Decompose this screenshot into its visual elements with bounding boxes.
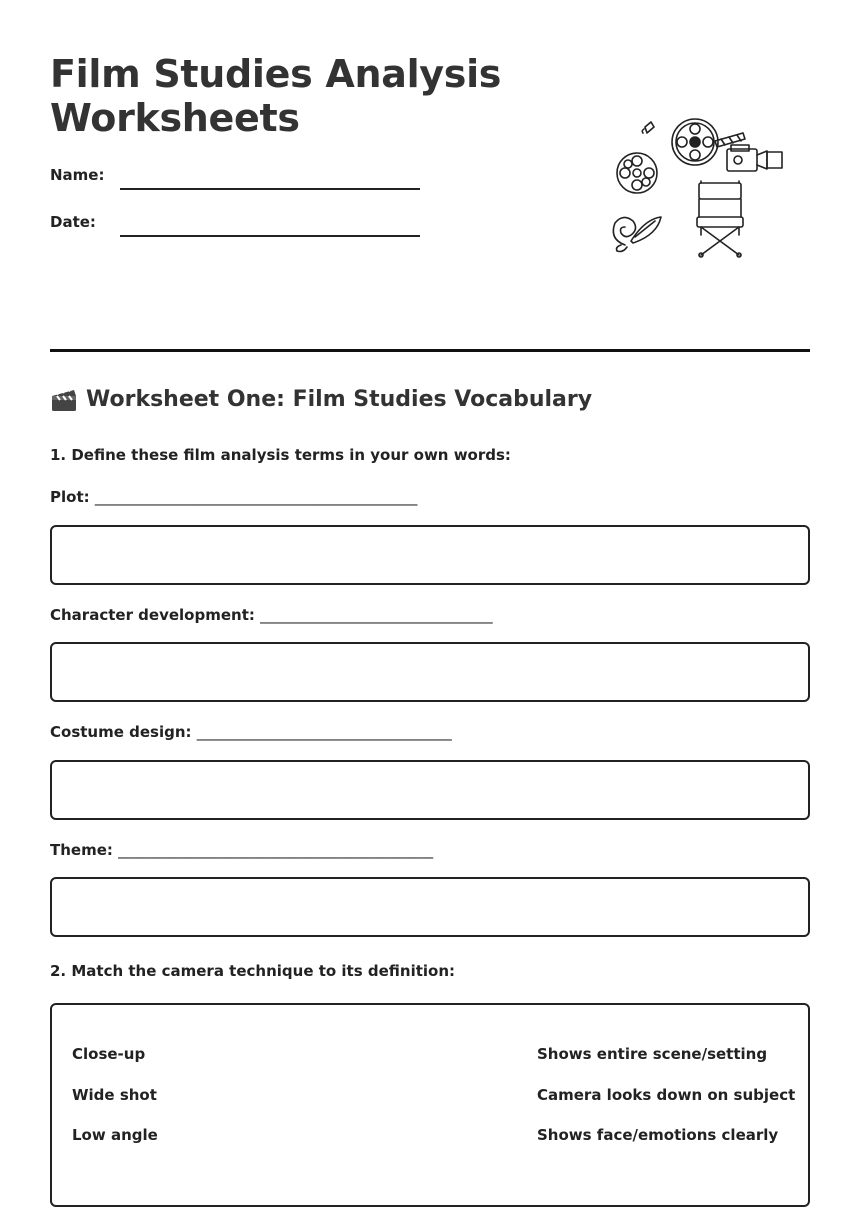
date-field-row	[50, 211, 470, 235]
answer-box-theme[interactable]	[50, 877, 810, 937]
match-definition-item[interactable]: Shows entire scene/setting	[537, 1045, 768, 1063]
answer-box-character-development[interactable]	[50, 642, 810, 702]
movie-camera-icon	[727, 145, 782, 171]
term-theme	[50, 841, 433, 859]
film-illustration	[555, 105, 785, 265]
match-technique-item[interactable]: Low angle	[72, 1126, 158, 1144]
section-title: Worksheet One: Film Studies Vocabulary	[86, 386, 593, 412]
date-label: Date:	[50, 213, 96, 231]
section-heading	[50, 386, 592, 412]
match-definition-item[interactable]: Camera looks down on subject	[537, 1086, 796, 1104]
question-1-prompt: 1. Define these film analysis terms in your own words:	[50, 446, 511, 464]
term-label: Theme:	[50, 841, 113, 859]
name-input[interactable]	[120, 164, 420, 190]
term-blank-line: _______________________________	[260, 606, 493, 624]
term-plot	[50, 488, 417, 506]
worksheet-header	[50, 0, 810, 412]
term-blank-line: ___________________________________________	[94, 488, 418, 506]
term-character-development	[50, 606, 493, 624]
section-divider	[50, 349, 810, 352]
answer-box-costume-design[interactable]	[50, 760, 810, 820]
term-label: Costume design:	[50, 723, 192, 741]
answer-box-plot[interactable]	[50, 525, 810, 585]
match-technique-item[interactable]: Close-up	[72, 1045, 146, 1063]
director-chair-icon	[697, 181, 743, 257]
page-title	[50, 52, 520, 140]
film-reel-icon	[672, 119, 718, 165]
small-reel-icon	[617, 153, 657, 193]
term-costume-design	[50, 723, 452, 741]
title-line-1: Film Studies Analysis	[50, 52, 502, 96]
clapperboard-icon	[50, 386, 78, 412]
name-label: Name:	[50, 166, 105, 184]
match-technique-item[interactable]: Wide shot	[72, 1086, 157, 1104]
term-blank-line: __________________________________________	[118, 841, 434, 859]
music-notes-icon	[642, 122, 654, 133]
matching-box	[50, 1003, 810, 1207]
term-blank-line: __________________________________	[196, 723, 452, 741]
worksheet-page	[50, 0, 810, 1144]
term-label: Character development:	[50, 606, 255, 624]
match-definition-item[interactable]: Shows face/emotions clearly	[537, 1126, 779, 1144]
date-input[interactable]	[120, 211, 420, 237]
name-field-row	[50, 164, 470, 188]
leaf-swirl-icon	[613, 217, 661, 252]
term-label: Plot:	[50, 488, 90, 506]
title-line-2: Worksheets	[50, 96, 300, 140]
question-2-prompt: 2. Match the camera technique to its definition:	[50, 962, 456, 980]
